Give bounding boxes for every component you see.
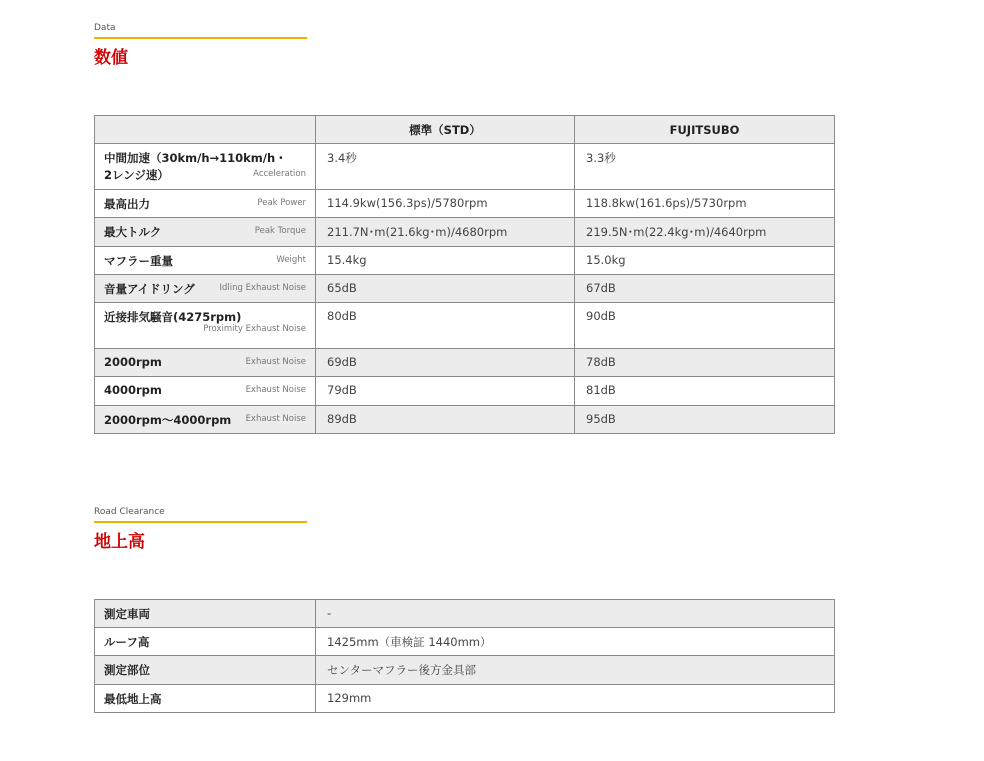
std-value: 69dB [316,349,575,377]
row-label [95,190,316,218]
table-row [95,275,835,303]
section-title: 地上高 [94,532,145,552]
row-label-text: 2000rpm [104,355,162,369]
row-label-text: マフラー重量 [104,254,173,268]
table-row [95,349,835,377]
fujitsubo-value: 90dB [575,303,835,349]
table-row [95,218,835,247]
row-label [95,303,316,349]
fujitsubo-value: 3.3秒 [575,144,835,190]
row-sub-label: Acceleration [253,169,306,179]
accent-rule [94,521,307,523]
table-row [95,247,835,275]
std-value: 3.4秒 [316,144,575,190]
table-row [95,656,835,685]
table-row [95,685,835,713]
row-label-text: 近接排気騒音(4275rpm) [104,310,242,324]
row-label: 最低地上高 [95,685,316,713]
row-sub-label: Exhaust Noise [245,385,306,395]
table-row [95,406,835,434]
row-label [95,247,316,275]
section-header-road-clearance [94,507,307,552]
row-label-text: 音量アイドリング [104,282,195,296]
row-label: 測定部位 [95,656,316,685]
fujitsubo-value: 67dB [575,275,835,303]
row-value: 129mm [316,685,835,713]
std-value: 79dB [316,377,575,406]
row-value: 1425mm（車検証 1440mm） [316,628,835,656]
std-value: 65dB [316,275,575,303]
fujitsubo-value: 81dB [575,377,835,406]
row-label: 測定車両 [95,600,316,628]
row-sub-label: Idling Exhaust Noise [219,283,306,293]
row-label-text: 中間加速（30km/h→110km/h・ [104,151,287,165]
row-sub-label: Exhaust Noise [245,414,306,424]
header-std: 標準（STD） [316,116,575,144]
section-eyebrow: Road Clearance [94,507,165,517]
table-row [95,628,835,656]
table-row [95,377,835,406]
row-label-text: 最高出力 [104,197,150,211]
table-header-row [95,116,835,144]
fujitsubo-value: 219.5N･m(22.4kg･m)/4640rpm [575,218,835,247]
row-label-text: 2000rpm～4000rpm [104,413,232,427]
row-sub-label: Peak Power [257,198,306,208]
std-value: 211.7N･m(21.6kg･m)/4680rpm [316,218,575,247]
row-value: - [316,600,835,628]
table-row [95,600,835,628]
fujitsubo-value: 118.8kw(161.6ps)/5730rpm [575,190,835,218]
row-sub-label: Weight [276,255,306,265]
fujitsubo-value: 15.0kg [575,247,835,275]
row-label [95,218,316,247]
row-label-text: 4000rpm [104,383,162,397]
row-sub-label: Exhaust Noise [245,357,306,367]
row-sub-label: Peak Torque [254,226,306,236]
fujitsubo-value: 78dB [575,349,835,377]
header-empty [95,116,316,144]
std-value: 80dB [316,303,575,349]
accent-rule [94,37,307,39]
row-label [95,406,316,434]
section-eyebrow: Data [94,23,116,33]
fujitsubo-value: 95dB [575,406,835,434]
row-sub-label: Proximity Exhaust Noise [203,324,306,334]
table-row [95,190,835,218]
row-label: ルーフ高 [95,628,316,656]
clearance-table [94,599,835,713]
table-row [95,303,835,349]
row-label [95,349,316,377]
spec-table [94,115,835,434]
table-row [95,144,835,190]
row-label [95,377,316,406]
row-label [95,275,316,303]
std-value: 114.9kw(156.3ps)/5780rpm [316,190,575,218]
std-value: 89dB [316,406,575,434]
row-label-text-line2: 2レンジ速） [104,168,169,182]
row-value: センターマフラー後方金具部 [316,656,835,685]
section-header-data [94,23,307,68]
header-fujitsubo: FUJITSUBO [575,116,835,144]
std-value: 15.4kg [316,247,575,275]
row-label-text: 最大トルク [104,225,162,239]
row-label [95,144,316,190]
section-title: 数値 [94,48,128,68]
